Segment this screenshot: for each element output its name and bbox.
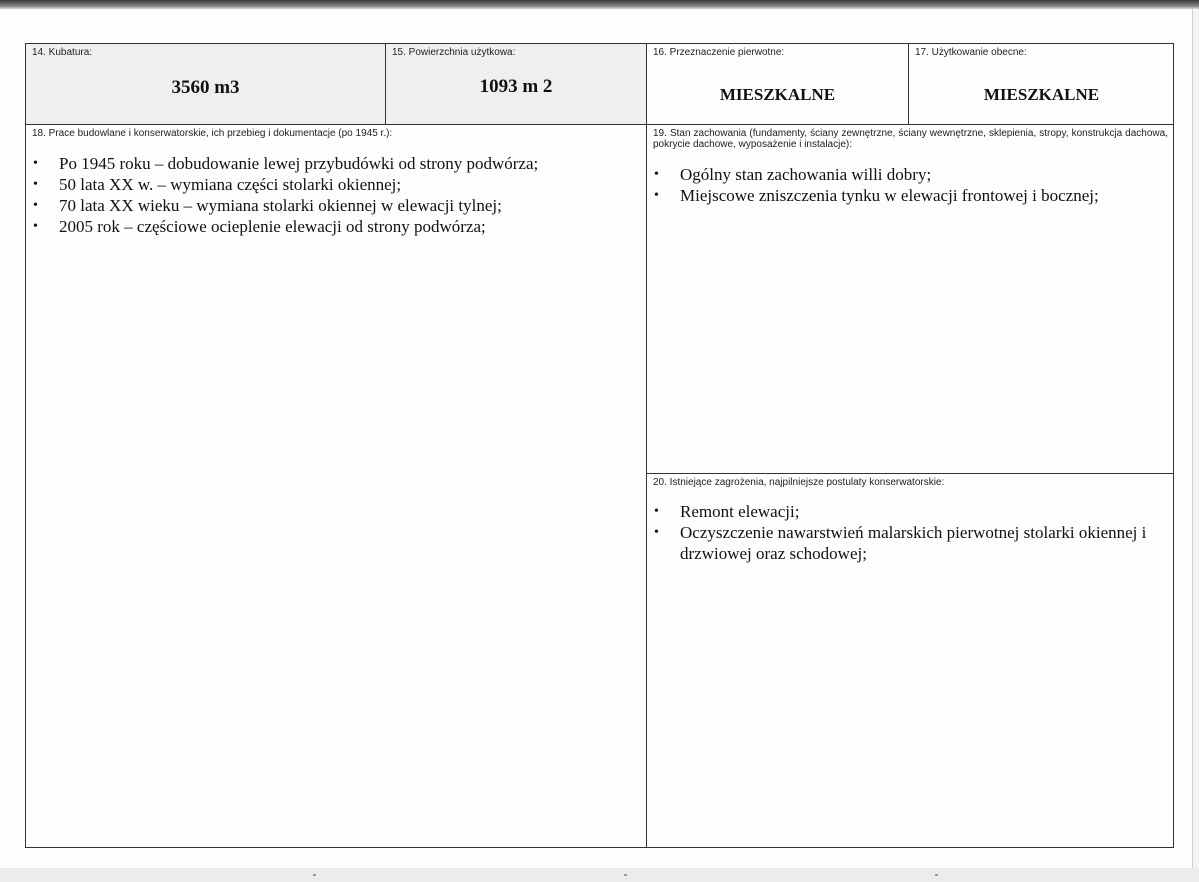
scan-bottom-edge [0, 868, 1199, 882]
field-powierzchnia [386, 44, 647, 125]
section-zagrozenia [647, 474, 1174, 847]
list-item: • 70 lata XX wieku – wymiana stolarki okiennej w elewacji tylnej; [29, 195, 639, 216]
field-kubatura-label: 14. Kubatura: [32, 47, 93, 58]
scan-speck [313, 874, 316, 876]
field-powierzchnia-value: 1093 m 2 [479, 76, 553, 97]
section-stan [647, 125, 1174, 474]
zagrozenia-list [650, 501, 1150, 564]
field-przeznaczenie [647, 44, 909, 125]
scan-speck [935, 874, 938, 876]
section-prace-label: 18. Prace budowlane i konserwatorskie, ich przebieg i dokumentacje (po 1945 r.): [32, 128, 393, 139]
field-uzytkowanie-value: MIESZKALNE [983, 85, 1100, 104]
list-item: • Ogólny stan zachowania willi dobry; [650, 164, 1165, 185]
list-item: • Miejscowe zniszczenia tynku w elewacji frontowej i bocznej; [650, 185, 1165, 206]
field-uzytkowanie-label: 17. Użytkowanie obecne: [915, 47, 1027, 58]
list-item: • 50 lata XX w. – wymiana części stolarki okiennej; [29, 174, 639, 195]
record-card-table [25, 43, 1174, 848]
field-uzytkowanie [909, 44, 1174, 125]
section-stan-label: 19. Stan zachowania (fundamenty, ściany zewnętrzne, ściany wewnętrzne, sklepienia, stropy, konstrukcja dachowa, pokrycie dachowe, wyposażenie i instalacje): [653, 128, 1168, 150]
field-kubatura-value: 3560 m3 [171, 77, 240, 98]
field-powierzchnia-label: 15. Powierzchnia użytkowa: [392, 47, 516, 58]
field-przeznaczenie-label: 16. Przeznaczenie pierwotne: [653, 47, 785, 58]
list-item: • 2005 rok – częściowe ocieplenie elewacji od strony podwórza; [29, 216, 639, 237]
scan-speck [624, 874, 627, 876]
scan-top-edge [0, 0, 1199, 9]
section-prace [26, 125, 647, 847]
list-item: • Remont elewacji; [650, 501, 1150, 522]
list-item: • Oczyszczenie nawarstwień malarskich pierwotnej stolarki okiennej i drzwiowej oraz schodowej; [650, 522, 1150, 564]
list-item: • Po 1945 roku – dobudowanie lewej przybudówki od strony podwórza; [29, 153, 639, 174]
prace-list [29, 153, 639, 237]
stan-list [650, 164, 1165, 206]
field-przeznaczenie-value: MIESZKALNE [719, 85, 836, 104]
field-kubatura [26, 44, 386, 125]
section-zagrozenia-label: 20. Istniejące zagrożenia, najpilniejsze postulaty konserwatorskie: [653, 477, 945, 488]
